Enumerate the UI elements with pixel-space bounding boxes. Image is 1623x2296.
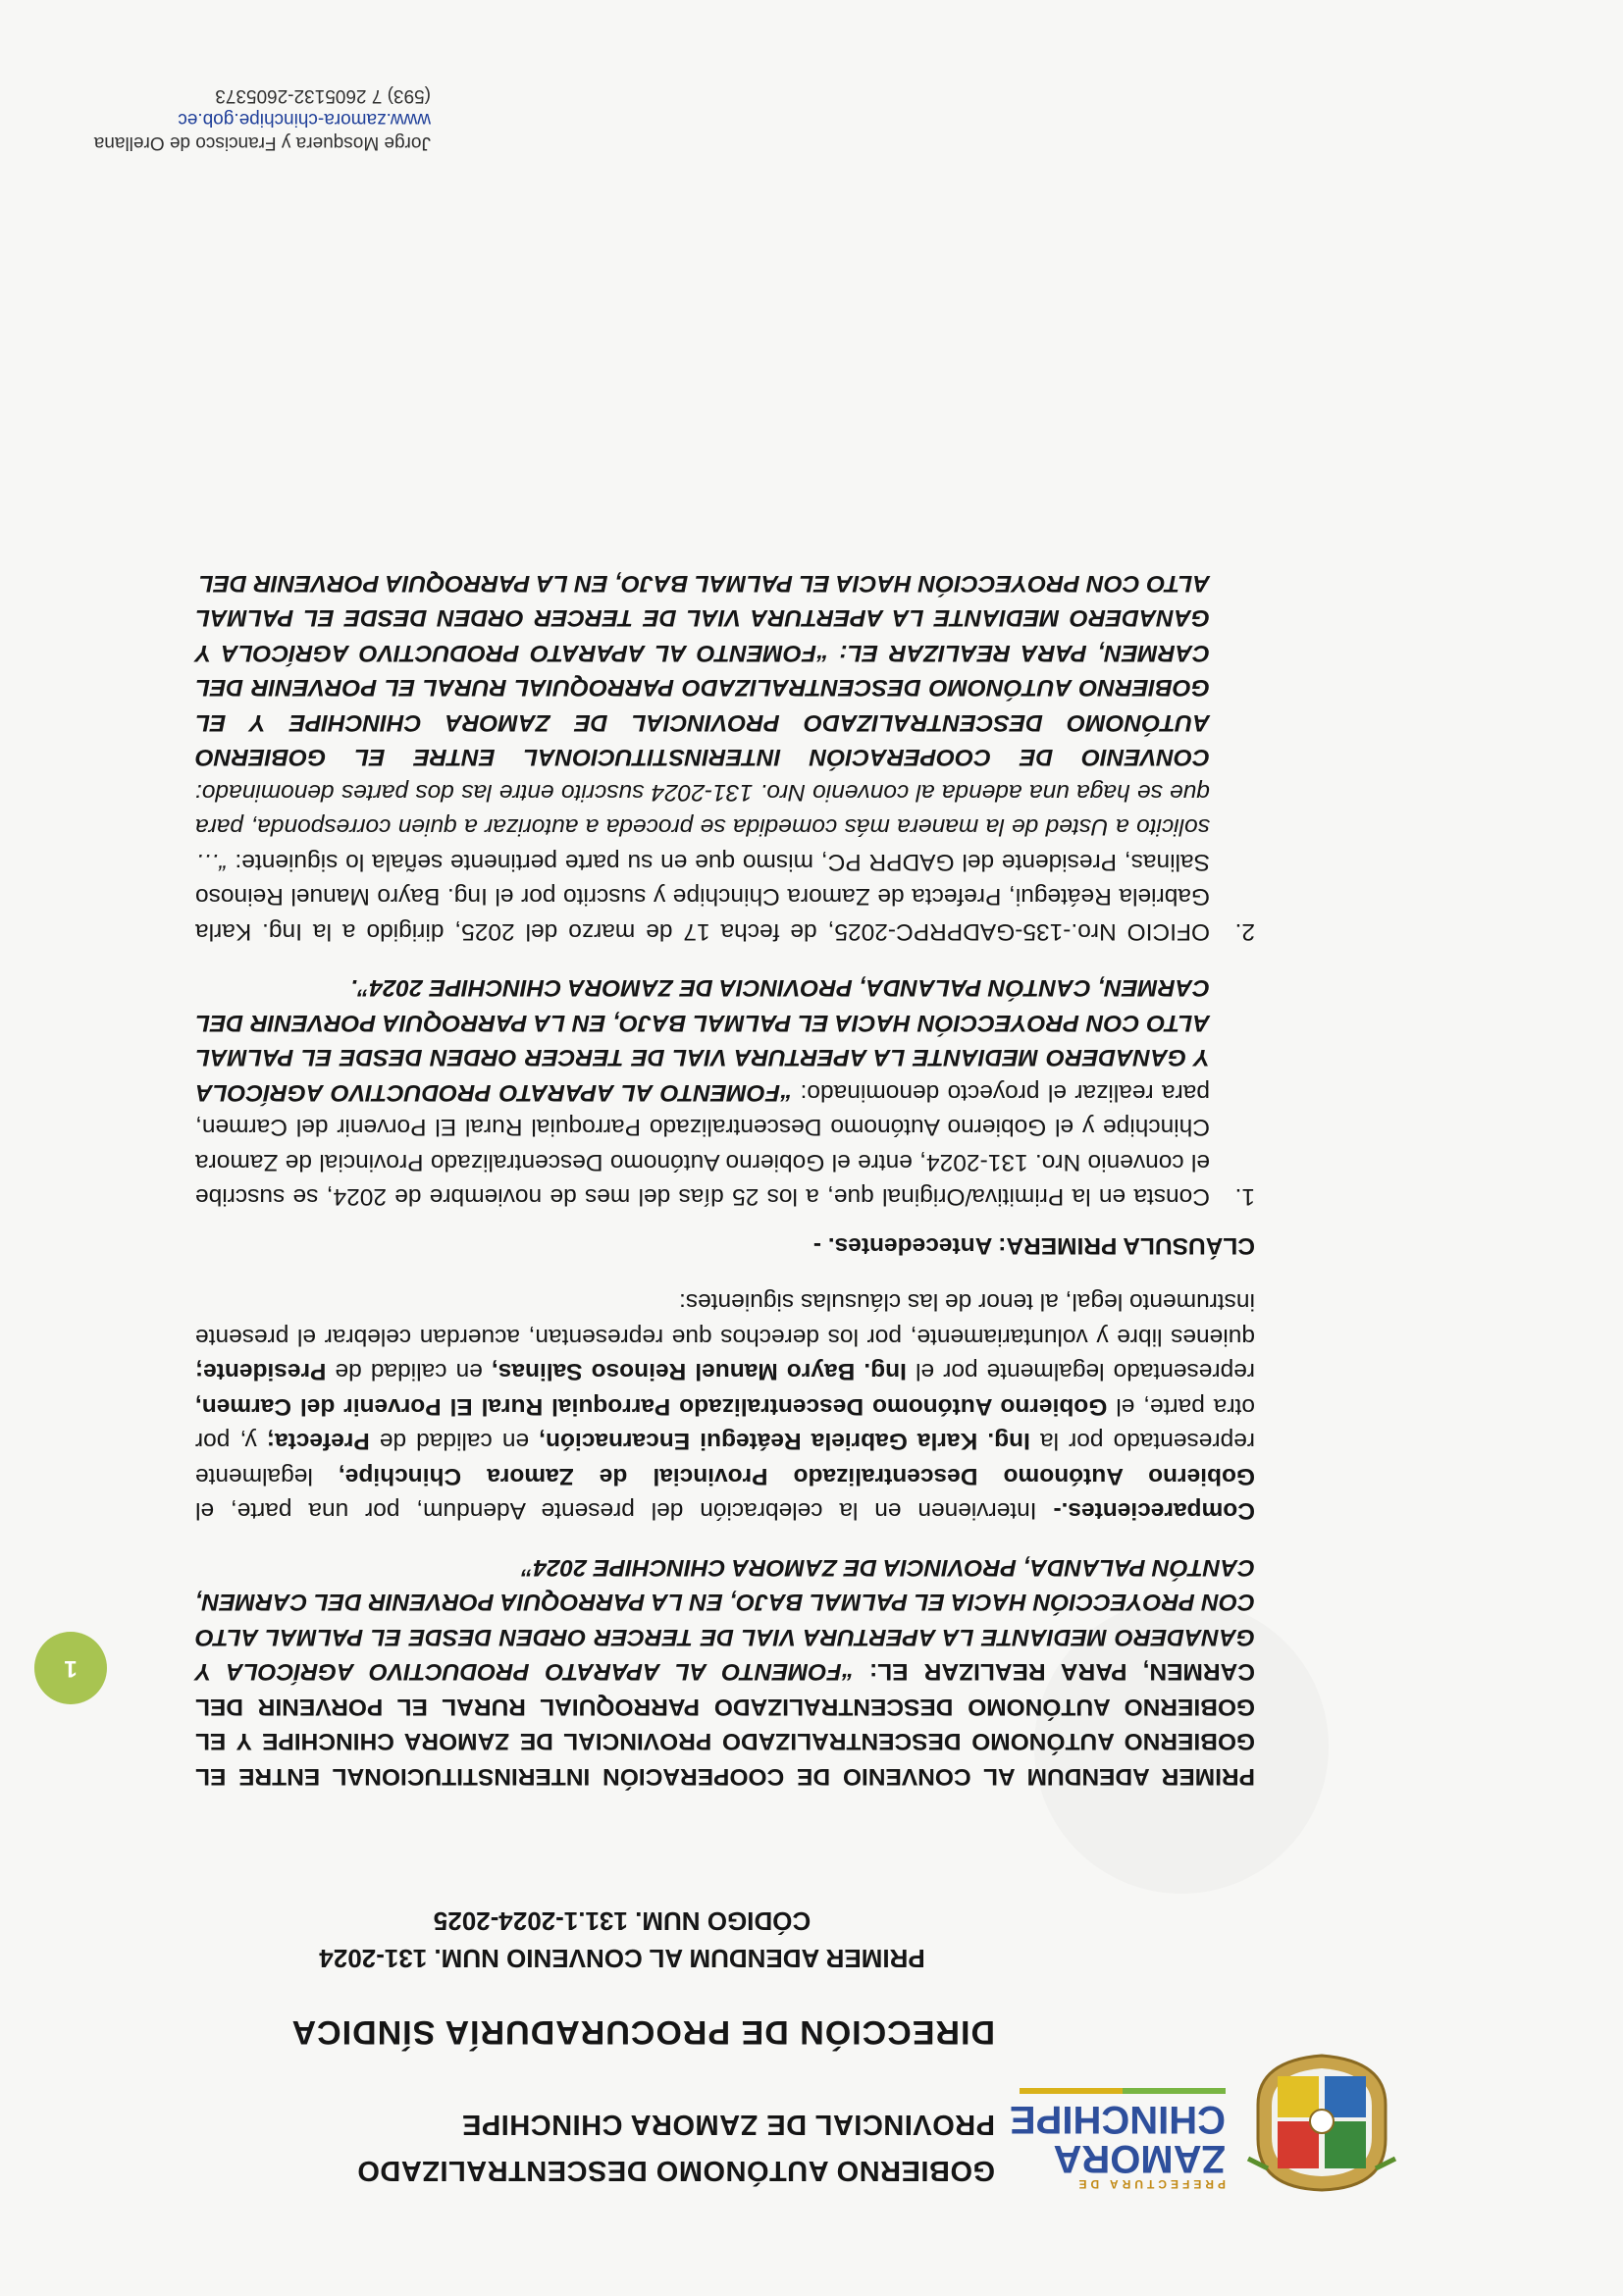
item2-quote: “… solicito a Usted de la manera más comedida se proceda a autorizar a quien corresponda, para que se haga una adenda al convenio Nro. 131-2024 suscrito entre las dos partes denominado: bbox=[195, 779, 1210, 875]
item2-project: CONVENIO DE COOPERACIÓN INTERINSTITUCIONAL ENTRE EL GOBIERNO AUTÓNOMO DESCENTRALIZADO PROVINCIAL DE ZAMORA CHINCHIPE Y EL GOBIERNO AUTÓNOMO DESCENTRALIZADO PARROQUIAL RURAL EL PORVENIR DEL CARMEN, PARA REALIZAR EL: “FOMENTO AL APARATO PRODUCTIVO AGRÍCOLA Y GANADERO MEDIANTE LA APERTURA VIAL DE TERCER ORDEN DESDE EL PALMAL ALTO CON PROYECCIÓN HACIA EL PALMAL BAJO, EN LA PARROQUIA PORVENIR DEL bbox=[195, 570, 1210, 771]
prefecture-logo bbox=[1238, 2051, 1405, 2198]
comp-b6: Presidente; bbox=[194, 1358, 327, 1385]
footer-website-link[interactable]: www.zamora-chinchipe.gob.ec bbox=[178, 109, 431, 130]
comp-t7: quienes libre y voluntariamente, por los derechos que representan, acuerdan celebrar el presente instrumento legal, al tenor de las cláusulas siguientes: bbox=[195, 1288, 1255, 1350]
item-number: 2. bbox=[1234, 918, 1255, 945]
footer-address: Jorge Mosquera y Francisco de Orellana bbox=[93, 132, 431, 153]
brand-prefix: PREFECTURA DE bbox=[1074, 2177, 1226, 2191]
document-title bbox=[230, 1903, 1015, 1976]
coat-of-arms-icon bbox=[1238, 2051, 1405, 2198]
footer-phone: (593) 7 2605132-2605373 bbox=[215, 85, 431, 106]
comp-b1: Gobierno Autónomo Descentralizado Provincial de Zamora Chinchipe, bbox=[338, 1463, 1255, 1489]
comparecientes-paragraph bbox=[195, 1284, 1255, 1529]
brand-color-bar bbox=[1020, 2088, 1226, 2094]
heading-paragraph bbox=[195, 1550, 1255, 1795]
clause-one-title: CLÁUSULA PRIMERA: Antecedentes. - bbox=[812, 1232, 1255, 1259]
item-text bbox=[195, 566, 1210, 950]
comp-t5: representado legalmente por el bbox=[906, 1358, 1255, 1385]
brand-wordmark bbox=[1000, 2088, 1226, 2190]
comp-t4: y, por otra parte, el bbox=[194, 1393, 1255, 1455]
comp-b2: Ing. Karla Gabriela Reátegui Encarnación, bbox=[539, 1428, 1030, 1455]
institution-line-2: PROVINCIAL DE ZAMORA CHINCHIPE bbox=[461, 2109, 995, 2140]
title-line-1: PRIMER ADENDUM AL CONVENIO NUM. 131-2024 bbox=[319, 1944, 925, 1973]
comparecientes-label: Comparecientes.- bbox=[1053, 1497, 1255, 1525]
item2-text: OFICIO Nro.-135-GADPRPC-2025, de fecha 17 de marzo del 2025, dirigido a la Ing. Karla Gabriela Reátegui, Prefecta de Zamora Chinchipe y suscrito por el Ing. Bayro Manuel Reinoso Salinas, Presidente del GADPR PC, mismo que en su parte pertinente señala lo siguiente: bbox=[195, 849, 1210, 945]
heading-intro: PRIMER ADENDUM AL CONVENIO DE COOPERACIÓN INTERINSTITUCIONAL ENTRE EL GOBIERNO AUTÓNOMO DESCENTRALIZADO PROVINCIAL DE ZAMORA CHINCHIPE Y EL GOBIERNO AUTÓNOMO DESCENTRALIZADO PARROQUIAL RURAL EL PORVENIR DEL CARMEN, PARA REALIZAR EL: bbox=[195, 1658, 1255, 1790]
page-number: 1 bbox=[64, 1655, 78, 1682]
item-text bbox=[195, 970, 1210, 1215]
item-number: 1. bbox=[1234, 1183, 1255, 1211]
comp-t3: en calidad de bbox=[369, 1428, 540, 1455]
comp-t6: en calidad de bbox=[326, 1358, 492, 1385]
document-body bbox=[195, 545, 1255, 1795]
comp-t1: Intervienen en la celebración del presente Adendum, por una parte, el bbox=[195, 1497, 1054, 1525]
item1-text: Consta en la Primitiva/Original que, a los 25 días del mes de noviembre de 2024, se suscribe el convenio Nro. 131-2024, entre el Gobierno Autónomo Descentralizado Provincial de Zamora Chinchipe y el Gobierno Autónomo Descentralizado Parroquial Rural El Porvenir del Carmen, para realizar el proyecto denominado: bbox=[195, 1079, 1210, 1211]
institution-line-1: GOBIERNO AUTÓNOMO DESCENTRALIZADO bbox=[356, 2155, 995, 2186]
item1-project: “FOMENTO AL APARATO PRODUCTIVO AGRÍCOLA Y GANADERO MEDIANTE LA APERTURA VIAL DE TERCER ORDEN DESDE EL PALMAL ALTO CON PROYECCIÓN HACIA EL PALMAL BAJO, EN LA PARROQUIA PORVENIR DEL CARMEN, CANTÓN PALANDA, PROVINCIA DE ZAMORA CHINCHIPE 2024”. bbox=[195, 974, 1210, 1106]
brand-name-zamora: ZAMORA bbox=[1053, 2137, 1226, 2180]
comp-t2: legalmente representado por la bbox=[194, 1428, 1255, 1489]
page-number-badge bbox=[34, 1632, 107, 1704]
comp-b3: Prefecta; bbox=[266, 1428, 370, 1455]
comp-b4: Gobierno Autónomo Descentralizado Parroquial Rural El Porvenir del Carmen, bbox=[194, 1393, 1108, 1420]
institution-header bbox=[230, 2094, 995, 2186]
directorate-title: DIRECCIÓN DE PROCURADURÍA SÍNDICA bbox=[290, 2013, 995, 2051]
antecedent-item-1 bbox=[195, 970, 1255, 1215]
heading-project: “FOMENTO AL APARATO PRODUCTIVO AGRÍCOLA Y GANADERO MEDIANTE LA APERTURA VIAL DE TERCER ORDEN DESDE EL PALMAL ALTO CON PROYECCIÓN HACIA EL PALMAL BAJO, EN LA PARROQUIA PORVENIR DEL CARMEN, CANTÓN PALANDA, PROVINCIA DE ZAMORA CHINCHIPE 2024” bbox=[195, 1554, 1255, 1686]
contact-footer bbox=[94, 83, 431, 154]
title-code: CÓDIGO NUM. 131.1-2024-2025 bbox=[433, 1906, 812, 1937]
antecedent-item-2 bbox=[195, 566, 1255, 950]
brand-name-chinchipe: CHINCHIPE bbox=[1009, 2098, 1226, 2141]
comp-b5: Ing. Bayro Manuel Reinoso Salinas, bbox=[491, 1358, 907, 1385]
